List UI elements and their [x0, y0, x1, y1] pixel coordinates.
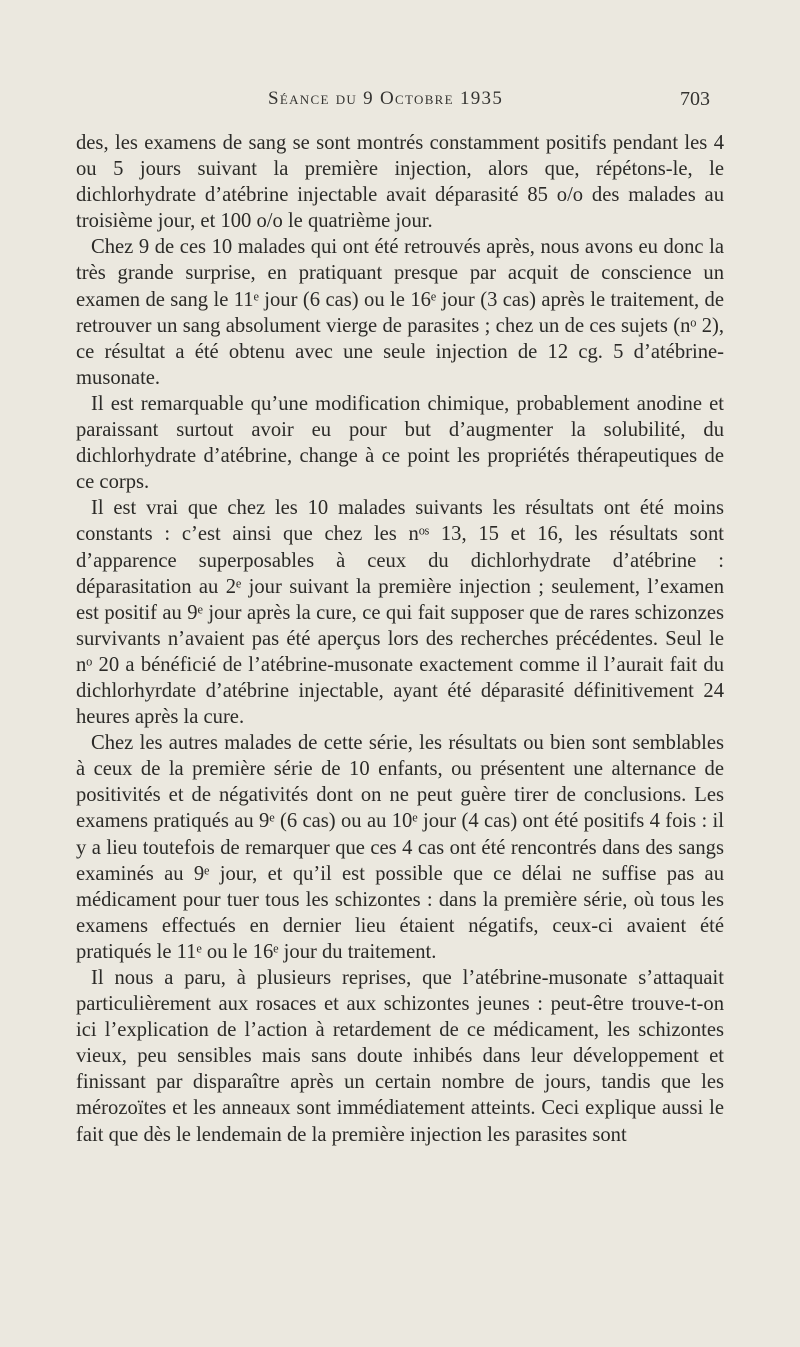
running-head [0, 88, 800, 118]
paragraph-6: Il nous a paru, à plusieurs reprises, que l’atébrine-musonate s’attaquait particulièrement aux rosaces et aux schizontes jeunes : peut-être trouve-t-on ici l’explication de l’action à retardement de ce médicament, les schizontes vieux, peu sensibles mais sans doute inhibés dans leur développement et finissant par disparaître après un certain nombre de jours, tandis que les mérozoïtes et les anneaux sont immédiatement atteints. Ceci explique aussi le fait que dès le lendemain de la première injection les parasites sont [76, 967, 724, 1146]
paragraph-2: Chez 9 de ces 10 malades qui ont été retrouvés après, nous avons eu donc la très grande surprise, en pratiquant presque par acquit de conscience un examen de sang le 11ᵉ jour (6 cas) ou le 16ᵉ jour (3 cas) après le traitement, de retrouver un sang absolument vierge de parasites ; chez un de ces sujets (nᵒ 2), ce résultat a été obtenu avec une seule injection de 12 cg. 5 d’atébrine-musonate. [76, 236, 724, 389]
paragraph-4: Il est vrai que chez les 10 malades suivants les résultats ont été moins constants : c’est ainsi que chez les nᵒˢ 13, 15 et 16, les résultats sont d’apparence superposables à ceux du dichlorhydrate d’atébrine : déparasitation au 2ᵉ jour suivant la première injection ; seulement, l’examen est positif au 9ᵉ jour après la cure, ce qui fait supposer que de rares schizonzes survivants n’avaient pas été aperçus lors des recherches précédentes. Seul le nᵒ 20 a bénéficié de l’atébrine-musonate exactement comme il l’aurait fait du dichlorhyrdate d’atébrine injectable, ayant été déparasité définitivement 24 heures après la cure. [76, 497, 724, 729]
running-title: Séance du 9 Octobre 1935 [268, 88, 504, 109]
paragraph-1: des, les examens de sang se sont montrés constamment positifs pendant les 4 ou 5 jours suivant la première injection, alors que, répétons-le, le dichlorhydrate d’atébrine injectable avait déparasité 85 o/o des malades au troisième jour, et 100 o/o le quatrième jour. [76, 132, 724, 233]
paragraph-3: Il est remarquable qu’une modification chimique, probablement anodine et paraissant surtout avoir eu pour but d’augmenter la solubilité, du dichlorhydrate d’atébrine, change à ce point les propriétés thérapeutiques de ce corps. [76, 392, 724, 494]
paragraph-5: Chez les autres malades de cette série, les résultats ou bien sont semblables à ceux de la première série de 10 enfants, ou présentent une alternance de positivités et de négativités dont on ne peut guère tirer de conclusions. Les examens pratiqués au 9ᵉ (6 cas) ou au 10ᵉ jour (4 cas) ont été positifs 4 fois : il y a lieu toutefois de remarquer que ces 4 cas ont été rencontrés dans des sangs examinés au 9ᵉ jour, et qu’il est possible que ce délai ne suffise pas au médicament pour tuer tous les schizontes : dans la première série, où tous les examens effectués en dernier lieu étaient négatifs, ceux-ci avaient été pratiqués le 11ᵉ ou le 16ᵉ jour du traitement. [76, 732, 724, 963]
page-number: 703 [680, 88, 710, 110]
body-text [76, 130, 724, 1148]
